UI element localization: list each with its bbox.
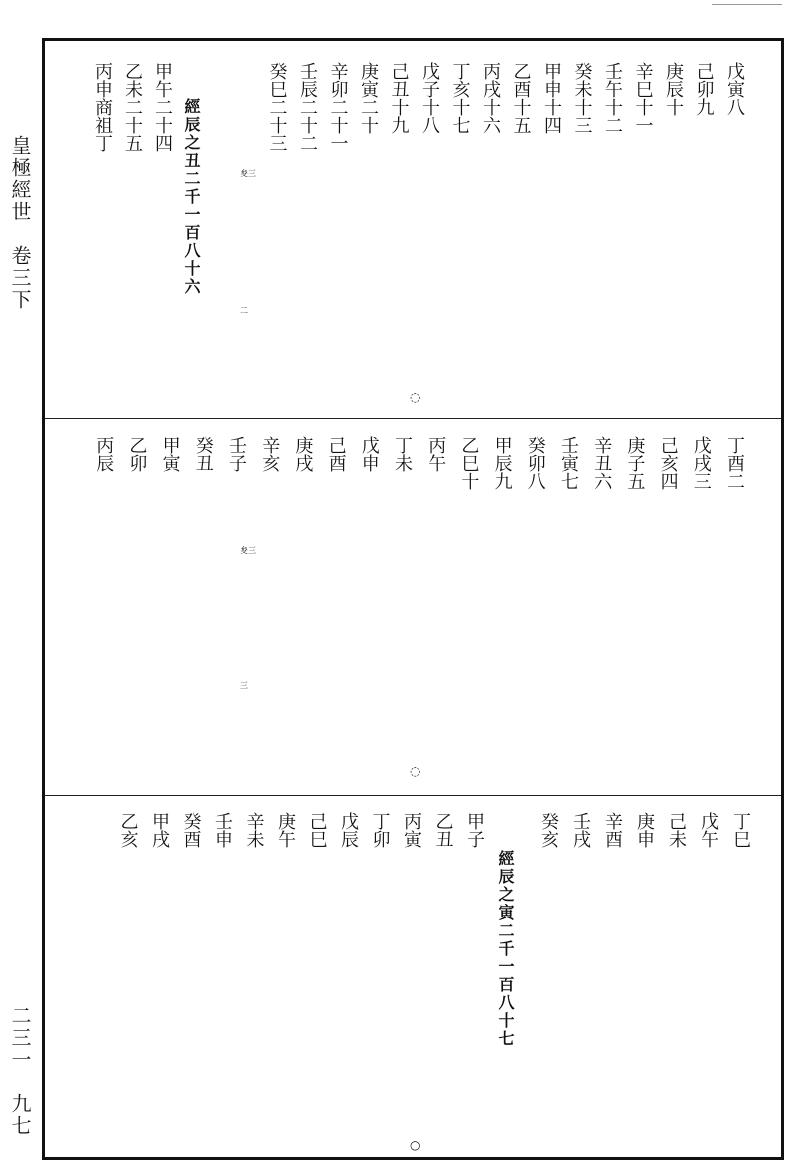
- section-2-col-16: 癸丑: [192, 436, 214, 472]
- section-2-col-4: 辛丑六: [591, 436, 613, 490]
- small-mark-1: 夋三: [240, 169, 256, 178]
- page-frame: [42, 38, 784, 1160]
- section-3-b-col-2: 丙寅: [401, 812, 422, 848]
- section-2-col-17: 甲寅: [159, 436, 181, 472]
- section-3-a-col-3: 庚申: [634, 812, 655, 848]
- section-2-col-19: 丙辰: [93, 436, 115, 472]
- section-3-a-col-6: 癸亥: [538, 812, 559, 848]
- top-edge-line: [712, 4, 782, 5]
- section-1-col-13: 辛卯二十一: [327, 62, 349, 152]
- section-2-col-8: 乙巳十: [458, 436, 480, 490]
- small-mark-2: 二: [240, 306, 248, 315]
- section-3-b-col-10: 甲戌: [149, 812, 170, 848]
- section-1-note: 經辰之丑二千一百八十六: [182, 98, 201, 296]
- section-2-col-15: 壬子: [226, 436, 247, 472]
- section-2-col-12: 己酉: [325, 436, 347, 472]
- section-3-b-col-1: 乙丑: [432, 812, 454, 848]
- section-1-col-4: 壬午十二: [602, 62, 623, 134]
- circle-mark-3: ○: [410, 1138, 421, 1152]
- section-2-col-0: 丁酉二: [724, 436, 745, 490]
- section-2-col-9: 丙午: [425, 436, 447, 472]
- section-1-tail-col-1: 乙未二十五: [122, 62, 143, 152]
- section-3-a-col-5: 壬戌: [570, 812, 591, 848]
- section-2-col-14: 辛亥: [259, 436, 281, 472]
- section-2-col-18: 乙卯: [126, 436, 148, 472]
- section-3-b-col-6: 庚午: [275, 812, 296, 848]
- margin-page-number: 二三一 九七: [8, 1005, 32, 1137]
- section-3-b-col-5: 己巳: [306, 812, 328, 848]
- section-1-col-8: 丙戌十六: [480, 62, 501, 134]
- section-2-col-6: 癸卯八: [524, 436, 546, 490]
- small-mark-4: 三: [240, 681, 248, 690]
- section-3-b-col-4: 戊辰: [338, 812, 359, 848]
- section-3-b-col-3: 丁卯: [369, 812, 391, 848]
- section-divider-1: [45, 418, 781, 419]
- section-divider-2: [45, 795, 781, 796]
- section-3-note: 經辰之寅二千一百八十七: [496, 850, 515, 1048]
- section-3-b-col-11: 乙亥: [117, 812, 139, 848]
- section-1-col-5: 癸未十三: [571, 62, 593, 134]
- section-1-tail-col-0: 甲午二十四: [152, 62, 173, 152]
- section-3-b-col-0: 甲子: [464, 812, 485, 848]
- section-2-col-1: 戊戌三: [690, 436, 712, 490]
- section-1-col-14: 壬辰二十二: [297, 62, 318, 152]
- section-1-col-1: 己卯九: [693, 62, 715, 116]
- margin-title: 皇極經世 卷三下: [8, 135, 32, 311]
- section-1-col-10: 戊子十八: [419, 62, 440, 134]
- section-2-col-2: 己亥四: [657, 436, 679, 490]
- section-2-col-10: 丁未: [392, 436, 413, 472]
- circle-mark-2: ◌: [410, 764, 421, 778]
- section-1-col-0: 戊寅八: [724, 62, 745, 116]
- section-3-a-col-1: 戊午: [698, 812, 719, 848]
- section-1-col-11: 己丑十九: [388, 62, 410, 134]
- section-1-col-12: 庚寅二十: [358, 62, 379, 134]
- section-1-col-2: 庚辰十: [663, 62, 684, 116]
- section-2-col-3: 庚子五: [624, 436, 646, 490]
- section-1-col-7: 乙酉十五: [510, 62, 532, 134]
- section-3-a-col-0: 丁巳: [730, 812, 751, 848]
- small-mark-3: 夋三: [240, 546, 256, 555]
- section-1-col-3: 辛巳十一: [632, 62, 654, 134]
- section-1-col-15: 癸巳二十三: [266, 62, 288, 152]
- section-3-a-col-2: 己未: [666, 812, 687, 848]
- section-2-col-13: 庚戌: [292, 436, 314, 472]
- section-1-col-6: 甲申十四: [541, 62, 562, 134]
- circle-mark-1: ◌: [410, 390, 421, 404]
- section-3-b-col-8: 壬申: [212, 812, 233, 848]
- section-2-col-11: 戊申: [358, 436, 380, 472]
- section-1-col-9: 丁亥十七: [449, 62, 471, 134]
- section-3-b-col-7: 辛未: [243, 812, 265, 848]
- section-3-b-col-9: 癸酉: [180, 812, 202, 848]
- section-1-tail-col-2: 丙申商祖丁: [92, 62, 113, 152]
- section-2-col-5: 壬寅七: [558, 436, 579, 490]
- section-2-col-7: 甲辰九: [491, 436, 513, 490]
- section-3-a-col-4: 辛酉: [602, 812, 623, 848]
